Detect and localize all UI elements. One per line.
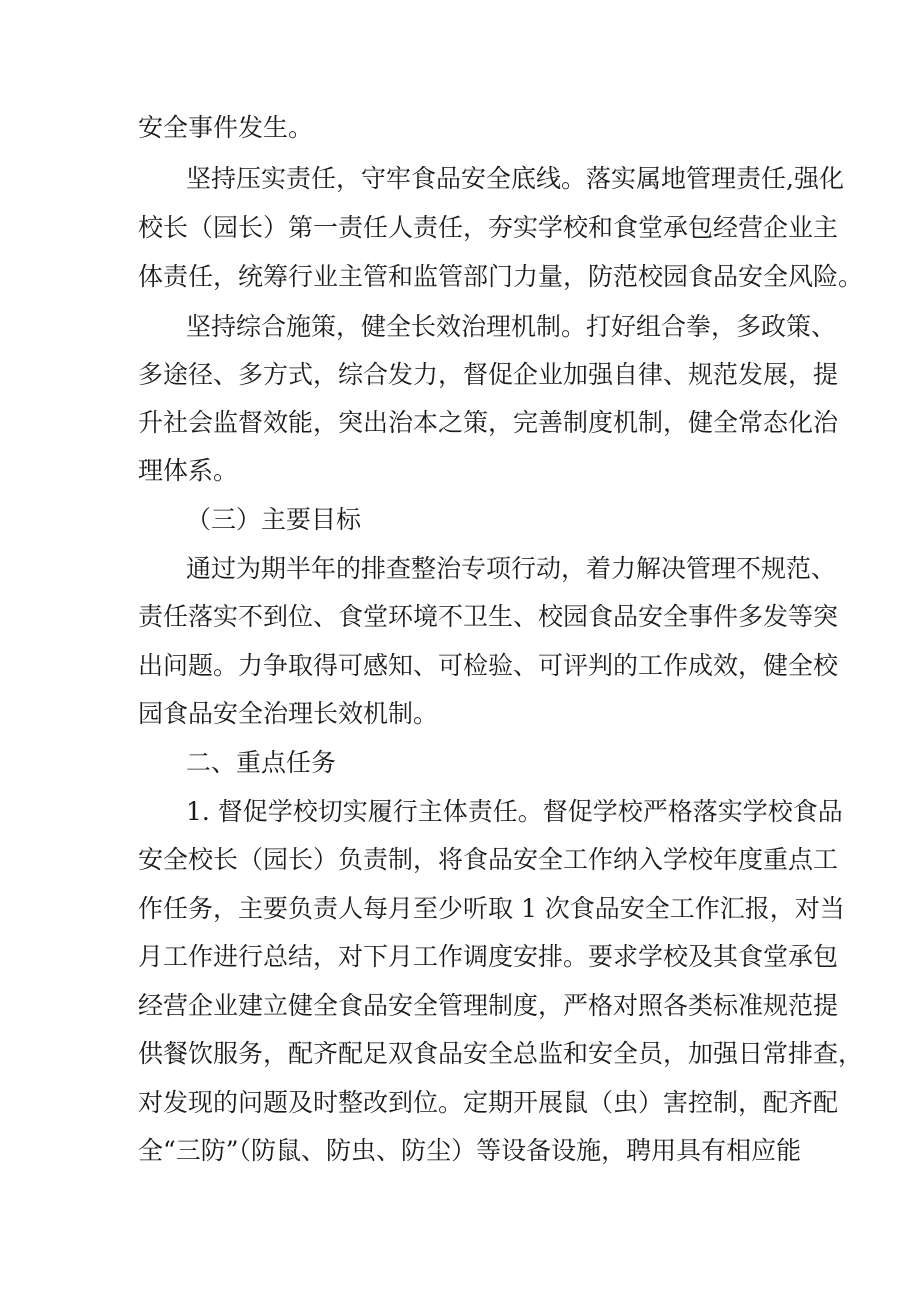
text-line: 安全校长（园长）负责制，将食品安全工作纳入学校年度重点工 — [138, 845, 839, 874]
text-line: 园食品安全治理长效机制。 — [138, 699, 439, 728]
paragraph-first-line: 通过为期半年的排查整治专项行动，着力解决管理不规范、 — [186, 554, 837, 583]
section-heading: 二、重点任务 — [186, 748, 337, 777]
text-line: 校长（园长）第一责任人责任，夯实学校和食堂承包经营企业主 — [138, 213, 839, 242]
paragraph-first-line: 坚持综合施策，健全长效治理机制。打好组合拳，多政策、 — [186, 312, 837, 341]
text-line: 责任落实不到位、食堂环境不卫生、校园食品安全事件多发等突 — [138, 602, 839, 631]
text-line: 全“三防”（防鼠、防虫、防尘）等设备设施，聘用具有相应能 — [138, 1136, 802, 1165]
text-line: 多途径、多方式，综合发力，督促企业加强自律、规范发展，提 — [138, 360, 839, 389]
text-line: 月工作进行总结，对下月工作调度安排。要求学校及其食堂承包 — [138, 942, 839, 971]
text-line: 出问题。力争取得可感知、可检验、可评判的工作成效，健全校 — [138, 651, 839, 680]
section-heading: （三）主要目标 — [186, 505, 362, 534]
text-line: 体责任，统筹行业主管和监管部门力量，防范校园食品安全风险。 — [138, 262, 864, 291]
text-line: 经营企业建立健全食品安全管理制度，严格对照各类标准规范提 — [138, 991, 839, 1020]
paragraph-first-line: 1. 督促学校切实履行主体责任。督促学校严格落实学校食品 — [186, 797, 843, 826]
text-line: 安全事件发生。 — [138, 113, 314, 142]
text-line: 供餐饮服务，配齐配足双食品安全总监和安全员，加强日常排查， — [138, 1039, 864, 1068]
text-line: 升社会监督效能，突出治本之策，完善制度机制，健全常态化治 — [138, 408, 839, 437]
text-line: 对发现的问题及时整改到位。定期开展鼠（虫）害控制，配齐配 — [138, 1088, 839, 1117]
paragraph-first-line: 坚持压实责任，守牢食品安全底线。落实属地管理责任,强化 — [186, 164, 844, 193]
text-line: 理体系。 — [138, 456, 239, 485]
text-line: 作任务，主要负责人每月至少听取 1 次食品安全工作汇报，对当 — [138, 894, 845, 923]
